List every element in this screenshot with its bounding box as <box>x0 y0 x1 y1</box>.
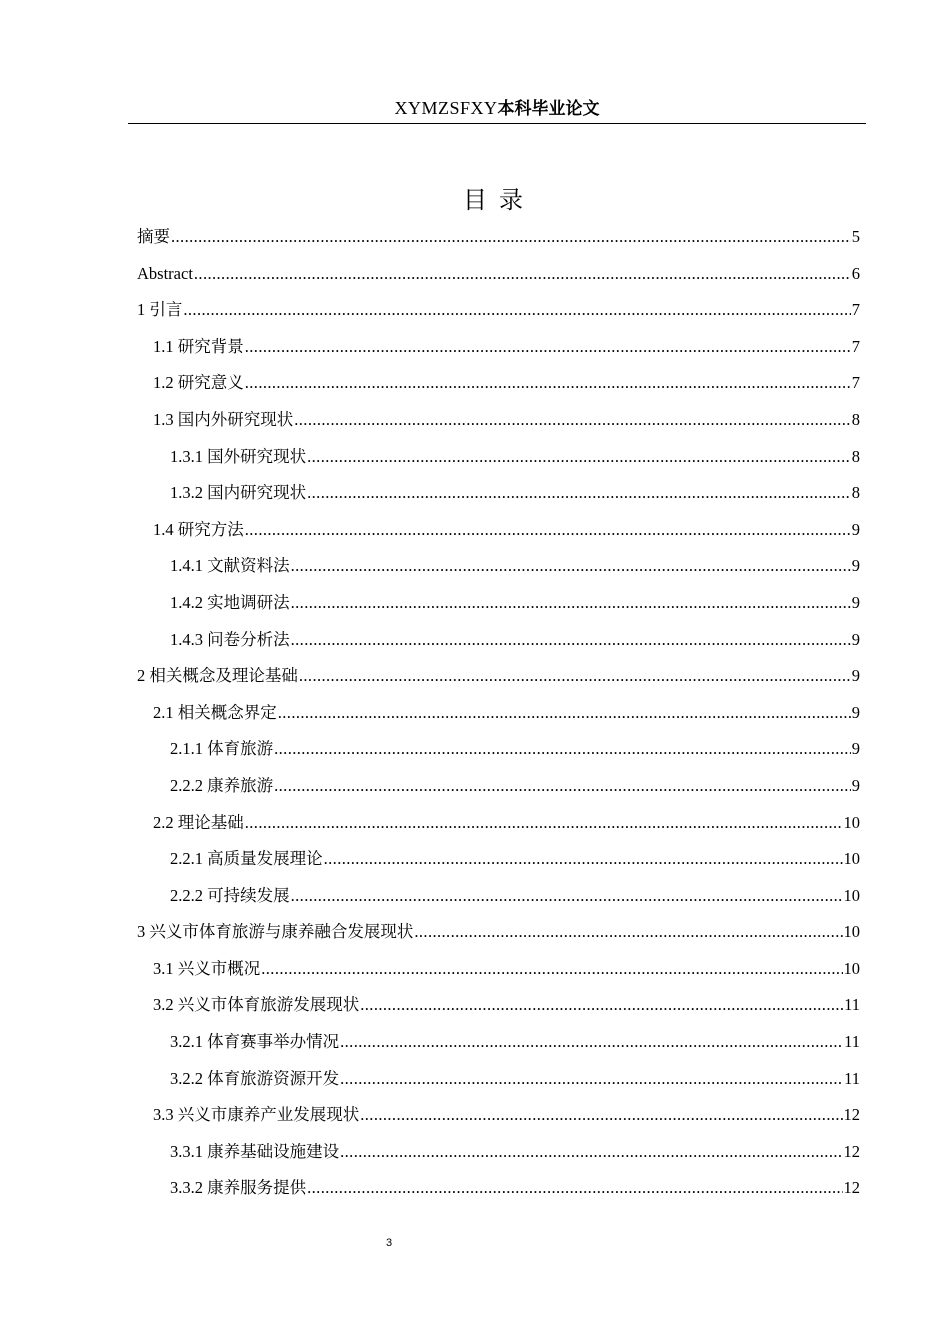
toc-entry-page: 11 <box>844 1032 860 1052</box>
toc-entry[interactable] <box>137 293 860 330</box>
toc-entry-page: 5 <box>851 227 860 246</box>
toc-entry-page: 10 <box>843 849 860 869</box>
toc-entry-label: 1.2 研究意义 <box>153 373 244 393</box>
toc-entry-page: 10 <box>843 812 860 832</box>
toc-dot-leader <box>340 1062 843 1096</box>
toc-dot-leader <box>245 366 851 400</box>
toc-entry-page: 12 <box>843 1105 860 1125</box>
toc-entry-page: 8 <box>851 409 860 429</box>
toc-dot-leader <box>245 330 851 364</box>
toc-dot-leader <box>307 476 851 510</box>
toc-entry[interactable] <box>137 988 860 1025</box>
table-of-contents <box>137 220 860 1208</box>
toc-entry-label: 1.4.2 实地调研法 <box>170 592 290 612</box>
toc-entry-label: 3.3.2 康养服务提供 <box>170 1178 307 1198</box>
toc-entry[interactable] <box>137 1025 860 1062</box>
toc-entry-label: 2.1.1 体育旅游 <box>170 739 274 759</box>
toc-entry-page: 8 <box>851 483 860 503</box>
toc-entry-page: 10 <box>843 958 860 978</box>
toc-entry-label: 2.1 相关概念界定 <box>153 702 277 722</box>
toc-entry-page: 7 <box>851 300 860 320</box>
toc-entry-label: 1.4.3 问卷分析法 <box>170 629 290 649</box>
toc-dot-leader <box>245 513 851 547</box>
toc-entry-label: 2 相关概念及理论基础 <box>137 666 298 686</box>
toc-entry-page: 7 <box>851 336 860 356</box>
toc-entry-label: 3.2 兴义市体育旅游发展现状 <box>153 995 360 1015</box>
toc-entry[interactable] <box>137 549 860 586</box>
toc-dot-leader <box>245 806 843 840</box>
toc-entry-label: 2.2 理论基础 <box>153 812 244 832</box>
toc-entry[interactable] <box>137 732 860 769</box>
toc-entry-page: 9 <box>851 519 860 539</box>
toc-title: 目录 <box>463 186 535 214</box>
header-thesis-title: 本科毕业论文 <box>497 99 600 119</box>
toc-entry-label: 1.3.2 国内研究现状 <box>170 483 307 503</box>
toc-entry[interactable] <box>137 915 860 952</box>
toc-dot-leader <box>171 220 851 254</box>
toc-dot-leader <box>360 1098 842 1132</box>
toc-dot-leader <box>299 659 851 693</box>
toc-entry[interactable] <box>137 1171 860 1208</box>
toc-entry[interactable] <box>137 769 860 806</box>
toc-entry-page: 10 <box>843 922 860 942</box>
toc-entry-label: 2.2.2 可持续发展 <box>170 885 290 905</box>
toc-entry-label: 1.4 研究方法 <box>153 519 244 539</box>
toc-entry[interactable] <box>137 586 860 623</box>
toc-entry-label: 2.2.2 康养旅游 <box>170 775 274 795</box>
toc-entry-label: 3.2.2 体育旅游资源开发 <box>170 1068 340 1088</box>
toc-entry-page: 9 <box>851 629 860 649</box>
toc-entry-label: 3.3.1 康养基础设施建设 <box>170 1141 340 1161</box>
toc-entry-label: 1.3.1 国外研究现状 <box>170 446 307 466</box>
toc-entry-page: 9 <box>851 556 860 576</box>
toc-entry[interactable] <box>137 440 860 477</box>
toc-entry[interactable] <box>137 696 860 733</box>
toc-dot-leader <box>274 769 851 803</box>
toc-entry-page: 10 <box>843 885 860 905</box>
toc-dot-leader <box>324 842 843 876</box>
toc-entry-label: 1.1 研究背景 <box>153 336 244 356</box>
toc-dot-leader <box>291 586 851 620</box>
toc-entry[interactable] <box>137 879 860 916</box>
toc-entry[interactable] <box>137 659 860 696</box>
toc-entry[interactable] <box>137 403 860 440</box>
toc-entry-page: 12 <box>843 1141 860 1161</box>
toc-entry-page: 11 <box>844 1068 860 1088</box>
toc-entry-label: 1.3 国内外研究现状 <box>153 409 294 429</box>
toc-entry-page: 12 <box>843 1178 860 1198</box>
toc-entry-label: 3.2.1 体育赛事举办情况 <box>170 1032 340 1052</box>
toc-entry[interactable] <box>137 842 860 879</box>
toc-entry-page: 9 <box>851 592 860 612</box>
toc-entry[interactable] <box>137 952 860 989</box>
toc-dot-leader <box>291 623 851 657</box>
header-school-code: XYMZSFXY <box>394 98 498 118</box>
toc-entry-page: 9 <box>851 702 860 722</box>
toc-entry[interactable] <box>137 220 860 257</box>
toc-dot-leader <box>278 696 851 730</box>
toc-dot-leader <box>294 403 851 437</box>
toc-dot-leader <box>414 915 842 949</box>
toc-dot-leader <box>194 257 851 291</box>
toc-entry-page: 9 <box>851 739 860 759</box>
toc-entry-page: 8 <box>851 446 860 466</box>
toc-dot-leader <box>183 293 850 327</box>
toc-entry[interactable] <box>137 1135 860 1172</box>
page-header <box>128 96 866 124</box>
toc-dot-leader <box>274 732 851 766</box>
toc-entry-label: 1.4.1 文献资料法 <box>170 556 290 576</box>
toc-dot-leader <box>340 1135 842 1169</box>
toc-entry-page: 9 <box>851 775 860 795</box>
toc-dot-leader <box>291 879 843 913</box>
toc-entry-page: 6 <box>851 263 860 283</box>
toc-dot-leader <box>360 988 843 1022</box>
toc-dot-leader <box>340 1025 843 1059</box>
toc-entry[interactable] <box>137 366 860 403</box>
toc-dot-leader <box>307 1171 842 1205</box>
toc-entry-label: 摘要 <box>137 227 170 246</box>
page-number: 3 <box>385 1237 393 1249</box>
toc-entry-label: Abstract <box>137 263 193 283</box>
toc-entry[interactable] <box>137 1062 860 1099</box>
toc-entry[interactable] <box>137 476 860 513</box>
toc-entry[interactable] <box>137 623 860 660</box>
toc-entry-page: 11 <box>844 995 860 1015</box>
toc-dot-leader <box>291 549 851 583</box>
toc-entry-label: 1 引言 <box>137 300 183 320</box>
toc-entry-page: 7 <box>851 373 860 393</box>
toc-entry[interactable] <box>137 806 860 843</box>
toc-entry-label: 2.2.1 高质量发展理论 <box>170 849 323 869</box>
toc-entry-label: 3 兴义市体育旅游与康养融合发展现状 <box>137 922 414 942</box>
toc-entry[interactable] <box>137 330 860 367</box>
toc-dot-leader <box>307 440 851 474</box>
toc-entry[interactable] <box>137 257 860 294</box>
toc-entry[interactable] <box>137 1098 860 1135</box>
toc-dot-leader <box>261 952 842 986</box>
toc-entry-label: 3.3 兴义市康养产业发展现状 <box>153 1105 360 1125</box>
toc-entry[interactable] <box>137 513 860 550</box>
toc-entry-page: 9 <box>851 666 860 686</box>
toc-entry-label: 3.1 兴义市概况 <box>153 958 261 978</box>
